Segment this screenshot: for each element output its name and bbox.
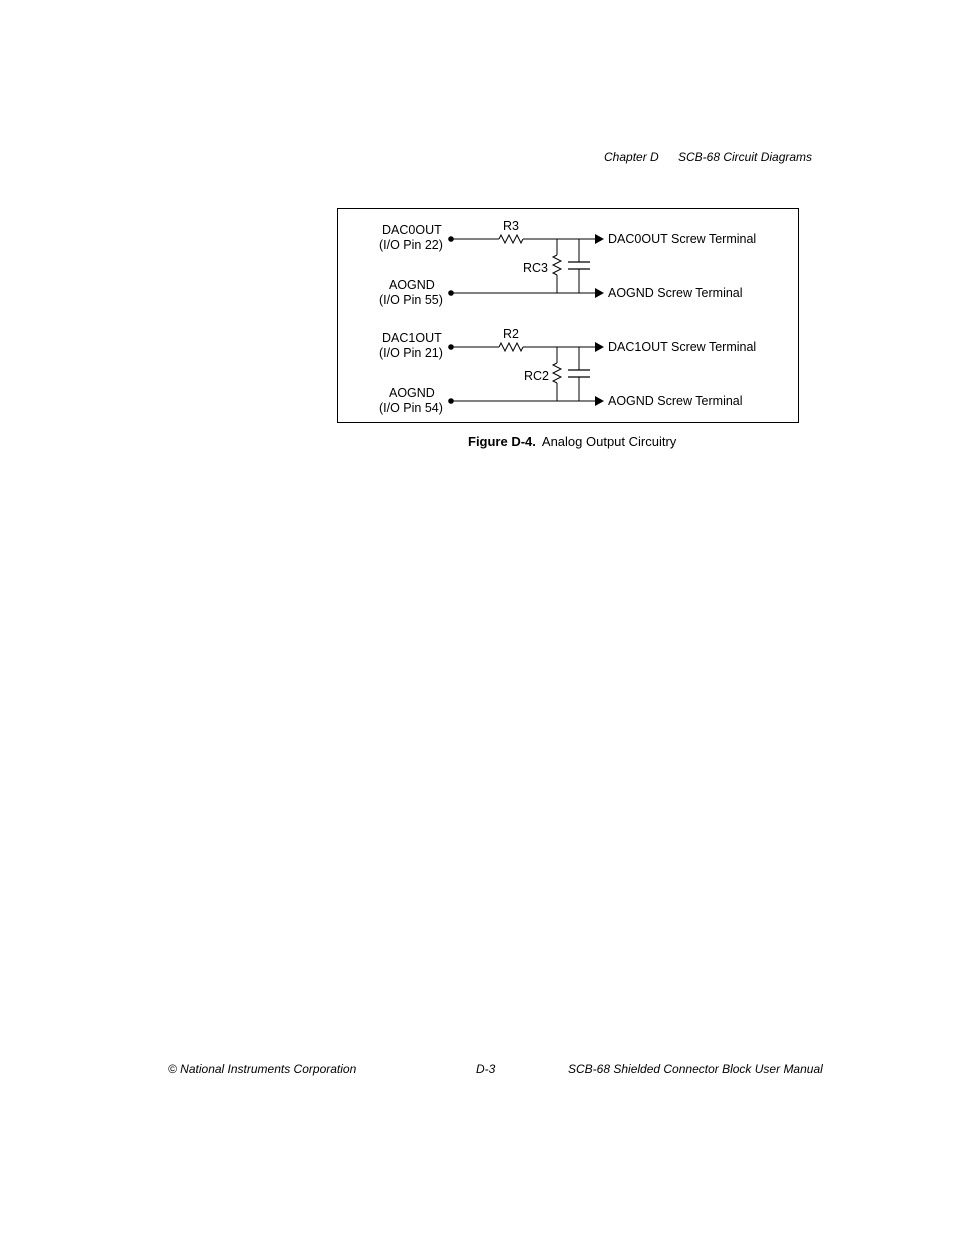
rc-label: RC3 xyxy=(523,261,549,275)
resistor-symbol xyxy=(499,343,523,351)
rc-label: RC2 xyxy=(524,369,550,383)
rc-resistor-symbol xyxy=(553,363,561,383)
circuit-dac1 xyxy=(379,327,756,415)
resistor-label: R2 xyxy=(503,327,519,341)
signal-pin-label: (I/O Pin 21) xyxy=(379,346,443,360)
signal-terminal-label: DAC0OUT Screw Terminal xyxy=(608,232,757,246)
ground-terminal-label: AOGND Screw Terminal xyxy=(608,394,743,408)
ground-arrow-icon xyxy=(595,288,604,298)
footer-manual-title: SCB-68 Shielded Connector Block User Manual xyxy=(568,1062,823,1076)
figure-caption xyxy=(468,434,676,449)
figure-caption-text: Analog Output Circuitry xyxy=(541,434,677,449)
header-chapter: Chapter D xyxy=(604,150,659,164)
circuit-dac0 xyxy=(379,219,756,307)
resistor-label: R3 xyxy=(503,219,519,233)
header-section-title: SCB-68 Circuit Diagrams xyxy=(678,150,813,164)
signal-arrow-icon xyxy=(595,342,604,352)
circuit-diagram xyxy=(337,208,799,423)
ground-pin-label: (I/O Pin 55) xyxy=(379,293,443,307)
ground-name-label: AOGND xyxy=(389,278,435,292)
footer-copyright: © National Instruments Corporation xyxy=(168,1062,357,1076)
circuit-diagram-svg xyxy=(338,209,800,424)
signal-pin-label: (I/O Pin 22) xyxy=(379,238,443,252)
figure-number: Figure D-4. xyxy=(468,434,536,449)
signal-name-label: DAC0OUT xyxy=(382,223,442,237)
ground-terminal-label: AOGND Screw Terminal xyxy=(608,286,743,300)
resistor-symbol xyxy=(499,235,523,243)
signal-arrow-icon xyxy=(595,234,604,244)
rc-resistor-symbol xyxy=(553,255,561,275)
ground-name-label: AOGND xyxy=(389,386,435,400)
signal-name-label: DAC1OUT xyxy=(382,331,442,345)
ground-pin-label: (I/O Pin 54) xyxy=(379,401,443,415)
ground-arrow-icon xyxy=(595,396,604,406)
signal-terminal-label: DAC1OUT Screw Terminal xyxy=(608,340,757,354)
footer-page-number: D-3 xyxy=(476,1062,496,1076)
